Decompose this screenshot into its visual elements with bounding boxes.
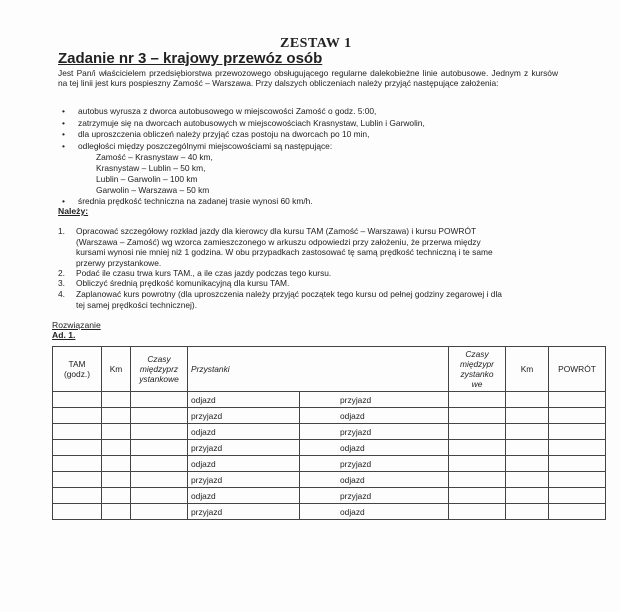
stop-left-cell: odjazd	[188, 424, 300, 440]
czas-return-cell[interactable]	[449, 472, 506, 488]
col-header-km: Km	[102, 347, 131, 392]
powrot-time-cell[interactable]	[549, 424, 606, 440]
km-cell[interactable]	[102, 456, 131, 472]
distance-item: Garwolin – Warszawa – 50 km	[96, 185, 210, 195]
task-item	[76, 226, 556, 268]
bullet-icon: •	[62, 106, 65, 116]
km-cell[interactable]	[102, 488, 131, 504]
stop-right-cell: odjazd	[300, 504, 449, 520]
col-header-czasy-return: Czasy międzypr zystanko we	[449, 347, 506, 392]
col-header-czasy: Czasy międzyprz ystankowe	[131, 347, 188, 392]
table-row	[53, 456, 606, 472]
task-line: przerwy przystankowe.	[76, 257, 162, 268]
table-row	[53, 488, 606, 504]
czas-return-cell[interactable]	[449, 504, 506, 520]
bullet-icon: •	[62, 129, 65, 139]
distance-item: Lublin – Garwolin – 100 km	[96, 174, 198, 184]
czas-cell[interactable]	[131, 488, 188, 504]
czas-cell[interactable]	[131, 504, 188, 520]
task-item	[76, 278, 556, 289]
task-line: Opracować szczegółowy rozkład jazdy dla kierowcy dla kursu TAM (Zamość – Warszawa) i kursu POWRÓT	[76, 226, 477, 236]
tam-time-cell[interactable]	[53, 408, 102, 424]
table-row	[53, 472, 606, 488]
intro-paragraph: Jest Pan/i właścicielem przedsiębiorstwa przewozowego obsługującego regularne dalekobieżne linie autobusowe. Jednym z kursów na tej linii jest kurs pospieszny Zamość – Warszawa. Przy dalszych obliczeniach należy przyjąć następujące założenia:	[58, 68, 558, 88]
table-row	[53, 504, 606, 520]
task-number: 1.	[58, 226, 65, 236]
assumption-item: odległości między poszczególnymi miejscowościami są następujące:	[78, 141, 333, 151]
powrot-time-cell[interactable]	[549, 488, 606, 504]
tam-time-cell[interactable]	[53, 472, 102, 488]
task-line: (Warszawa – Zamość) wg wzorca zamieszczonego w arkuszu odpowiedzi przy założeniu, że przerwa między	[76, 236, 481, 247]
czas-return-cell[interactable]	[449, 408, 506, 424]
stop-left-cell: przyjazd	[188, 472, 300, 488]
set-header: ZESTAW 1	[280, 36, 352, 51]
col-header-powrot: POWRÓT	[549, 347, 606, 392]
czas-return-cell[interactable]	[449, 456, 506, 472]
table-row	[53, 408, 606, 424]
czas-cell[interactable]	[131, 424, 188, 440]
tam-time-cell[interactable]	[53, 456, 102, 472]
czas-return-cell[interactable]	[449, 488, 506, 504]
czas-cell[interactable]	[131, 408, 188, 424]
km-return-cell[interactable]	[506, 440, 549, 456]
tam-time-cell[interactable]	[53, 504, 102, 520]
stop-right-cell: odjazd	[300, 440, 449, 456]
stop-left-cell: przyjazd	[188, 504, 300, 520]
tam-time-cell[interactable]	[53, 424, 102, 440]
bullet-icon: •	[62, 196, 65, 206]
km-return-cell[interactable]	[506, 408, 549, 424]
task-line: kursami wynosi nie mniej niż 1 godzina. W obu przypadkach zastosować tę samą prędkość techniczną i te same	[76, 247, 493, 257]
distance-item: Krasnystaw – Lublin – 50 km,	[96, 163, 206, 173]
czas-return-cell[interactable]	[449, 392, 506, 408]
task-line: Podać ile czasu trwa kurs TAM., a ile czas jazdy podczas tego kursu.	[76, 268, 332, 278]
assumption-item: autobus wyrusza z dworca autobusowego w miejscowości Zamość o godz. 5:00,	[78, 106, 377, 116]
schedule-table	[52, 346, 606, 520]
tam-time-cell[interactable]	[53, 440, 102, 456]
km-return-cell[interactable]	[506, 504, 549, 520]
task-item	[76, 268, 556, 279]
powrot-time-cell[interactable]	[549, 456, 606, 472]
assumption-item: zatrzymuje się na dworcach autobusowych w miejscowościach Krasnystaw, Lublin i Garwolin,	[78, 118, 425, 128]
km-cell[interactable]	[102, 472, 131, 488]
speed-note: średnia prędkość techniczna na zadanej trasie wynosi 60 km/h.	[78, 196, 313, 206]
km-cell[interactable]	[102, 408, 131, 424]
bullet-icon: •	[62, 118, 65, 128]
task-number: 3.	[58, 278, 65, 288]
stop-left-cell: odjazd	[188, 488, 300, 504]
task-number: 4.	[58, 289, 65, 299]
czas-cell[interactable]	[131, 472, 188, 488]
col-header-km-return: Km	[506, 347, 549, 392]
table-row	[53, 440, 606, 456]
km-cell[interactable]	[102, 440, 131, 456]
stop-right-cell: przyjazd	[300, 488, 449, 504]
czas-return-cell[interactable]	[449, 424, 506, 440]
distance-item: Zamość – Krasnystaw – 40 km,	[96, 152, 213, 162]
table-row	[53, 392, 606, 408]
czas-return-cell[interactable]	[449, 440, 506, 456]
tam-time-cell[interactable]	[53, 488, 102, 504]
km-return-cell[interactable]	[506, 424, 549, 440]
stop-right-cell: odjazd	[300, 472, 449, 488]
table-header-row	[53, 347, 606, 392]
task-line: Obliczyć średnią prędkość komunikacyjną dla kursu TAM.	[76, 278, 290, 288]
task-line: tej samej prędkości technicznej).	[76, 299, 198, 310]
czas-cell[interactable]	[131, 440, 188, 456]
col-header-tam: TAM (godz.)	[53, 347, 102, 392]
stop-left-cell: przyjazd	[188, 408, 300, 424]
powrot-time-cell[interactable]	[549, 408, 606, 424]
km-return-cell[interactable]	[506, 392, 549, 408]
bullet-icon: •	[62, 141, 65, 151]
ad-label: Ad. 1.	[52, 330, 76, 340]
km-return-cell[interactable]	[506, 456, 549, 472]
col-header-przystanki: Przystanki	[188, 347, 449, 392]
stop-right-cell: przyjazd	[300, 456, 449, 472]
stop-right-cell: przyjazd	[300, 424, 449, 440]
czas-cell[interactable]	[131, 456, 188, 472]
powrot-time-cell[interactable]	[549, 472, 606, 488]
stop-left-cell: odjazd	[188, 392, 300, 408]
stop-left-cell: przyjazd	[188, 440, 300, 456]
km-return-cell[interactable]	[506, 472, 549, 488]
task-number: 2.	[58, 268, 65, 278]
stop-right-cell: odjazd	[300, 408, 449, 424]
tam-time-cell[interactable]	[53, 392, 102, 408]
table-row	[53, 424, 606, 440]
solution-label: Rozwiązanie	[52, 320, 101, 330]
powrot-time-cell[interactable]	[549, 392, 606, 408]
task-item	[76, 289, 556, 310]
tasks-heading: Należy:	[58, 206, 89, 216]
km-cell[interactable]	[102, 424, 131, 440]
assumption-item: dla uproszczenia obliczeń należy przyjąć czas postoju na dworcach po 10 min,	[78, 129, 370, 139]
stop-left-cell: odjazd	[188, 456, 300, 472]
task-title: Zadanie nr 3 – krajowy przewóz osób	[58, 50, 323, 67]
km-return-cell[interactable]	[506, 488, 549, 504]
task-line: Zaplanować kurs powrotny (dla uproszczenia należy przyjąć początek tego kursu od pełnej godziny zegarowej i dla	[76, 289, 502, 299]
czas-cell[interactable]	[131, 392, 188, 408]
stop-right-cell: przyjazd	[300, 392, 449, 408]
powrot-time-cell[interactable]	[549, 440, 606, 456]
km-cell[interactable]	[102, 504, 131, 520]
km-cell[interactable]	[102, 392, 131, 408]
powrot-time-cell[interactable]	[549, 504, 606, 520]
